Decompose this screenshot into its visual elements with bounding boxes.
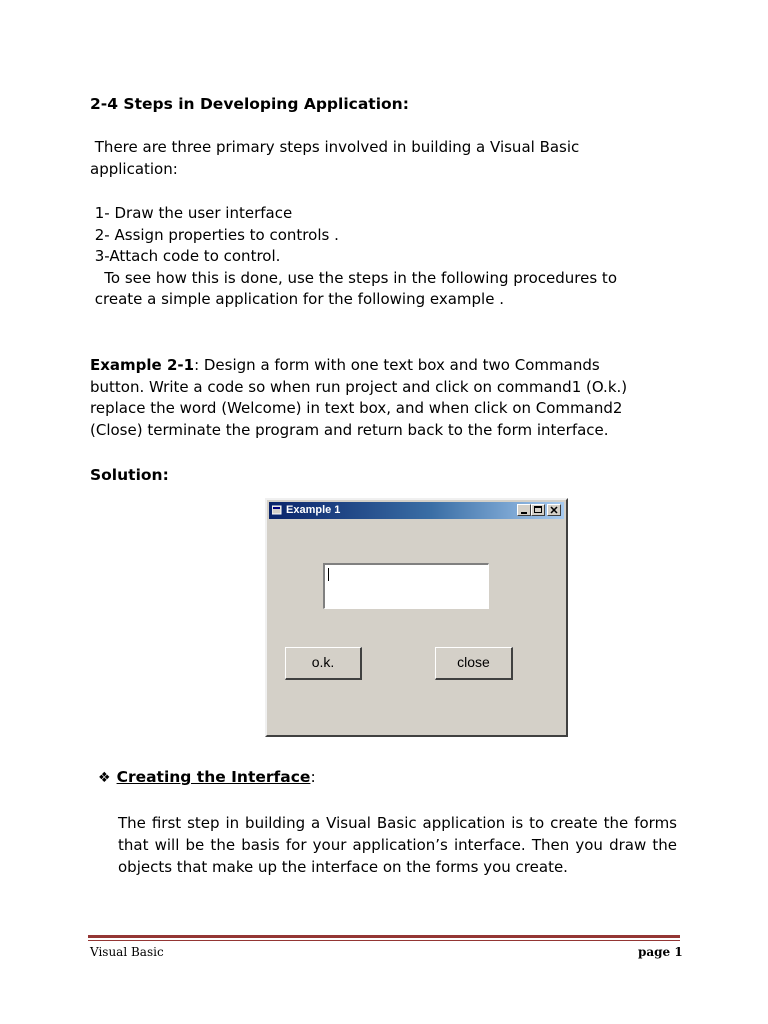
vb-form-window (265, 498, 568, 737)
subsection-title-suffix: : (310, 768, 316, 786)
text1-textbox[interactable] (323, 563, 489, 609)
subsection-heading (98, 767, 316, 790)
procedure-note: create a simple application for the following example . (90, 290, 504, 308)
close-icon (548, 505, 560, 515)
example-line: : Design a form with one text box and two Commands (194, 356, 600, 374)
solution-label: Solution: (90, 466, 169, 484)
intro-line: There are three primary steps involved in building a Visual Basic (90, 138, 580, 156)
minimize-icon (518, 505, 530, 515)
footer-title: Visual Basic (90, 945, 164, 959)
example-paragraph (90, 355, 627, 441)
example-line: replace the word (Welcome) in text box, and when click on Command2 (90, 399, 623, 417)
maximize-button[interactable] (531, 504, 545, 516)
example-label: Example 2-1 (90, 356, 195, 374)
interface-paragraph: The first step in building a Visual Basic application is to create the forms that will be the basis for your application’s interface. Then you draw the objects that make up the interface on the forms you create. (118, 814, 677, 876)
maximize-icon (532, 505, 544, 515)
window-titlebar[interactable] (269, 502, 564, 519)
footer-rule (88, 935, 680, 938)
intro-line: application: (90, 159, 178, 178)
subsection-title: Creating the Interface (116, 768, 311, 786)
ok-command-button[interactable]: o.k. (285, 647, 362, 680)
minimize-button[interactable] (517, 504, 531, 516)
footer-rule-thin (88, 940, 680, 941)
bullet-diamond-icon: ❖ (98, 770, 111, 786)
form-icon (272, 505, 282, 515)
example-line: button. Write a code so when run project and click on command1 (O.k.) (90, 377, 628, 396)
close-window-button[interactable] (547, 504, 561, 516)
page-number: page 1 (638, 945, 683, 959)
text-caret (328, 568, 329, 581)
close-command-button[interactable]: close (435, 647, 513, 680)
intro-paragraph (90, 137, 579, 180)
steps-list (90, 203, 617, 311)
step-item: 3-Attach code to control. (90, 247, 281, 265)
window-title: Example 1 (286, 504, 341, 516)
section-heading: 2-4 Steps in Developing Application: (90, 95, 409, 113)
procedure-note: To see how this is done, use the steps in the following procedures to (90, 268, 617, 287)
example-line: (Close) terminate the program and return back to the form interface. (90, 420, 609, 439)
step-item: 2- Assign properties to controls . (90, 225, 339, 244)
step-item: 1- Draw the user interface (90, 204, 293, 222)
